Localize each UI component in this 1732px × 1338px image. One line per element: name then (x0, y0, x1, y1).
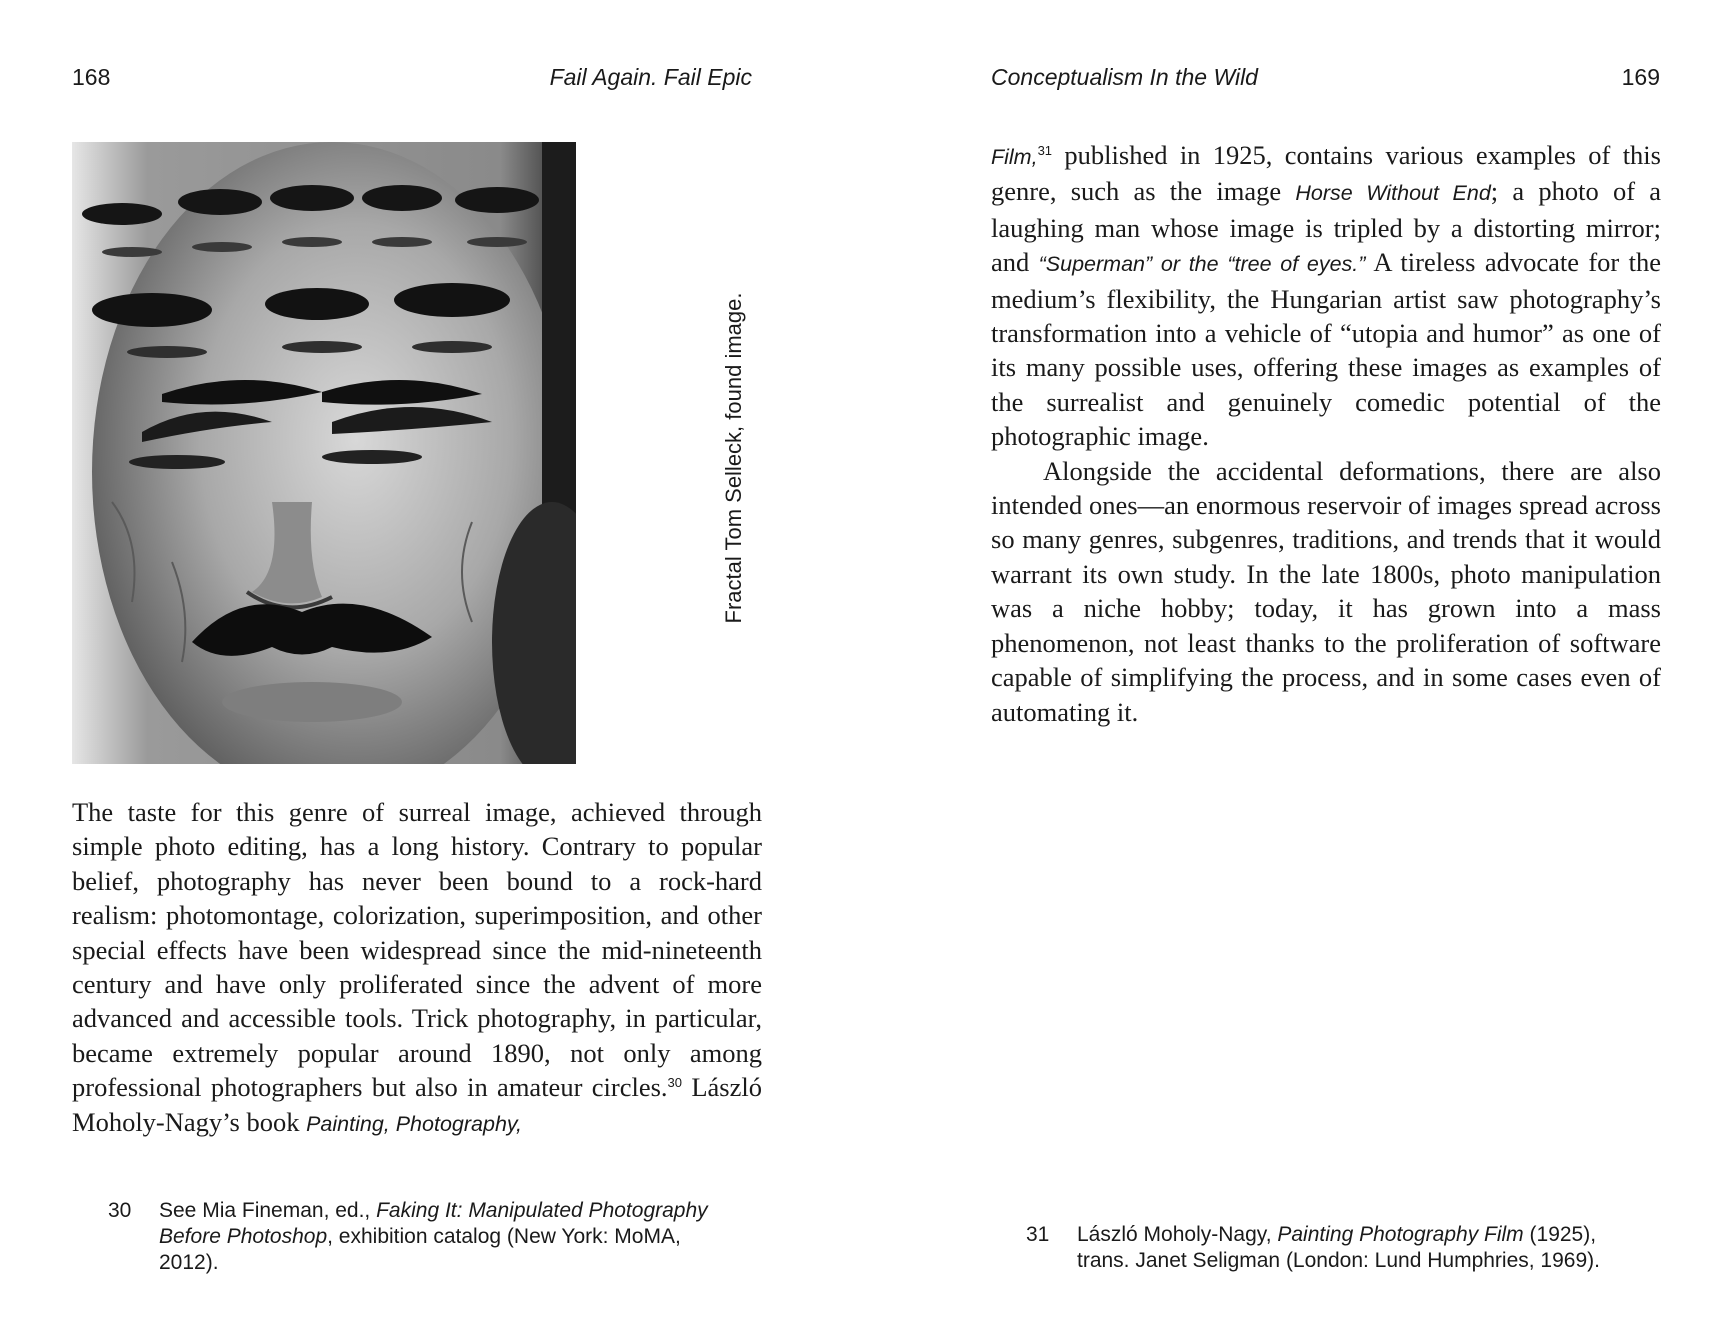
fractal-portrait-image (72, 142, 576, 764)
footnote-suffix: , exhibition catalog (New York: MoMA, (327, 1225, 681, 1248)
right-paragraph-text-2: ; a photo of a laughing man whose image is tripled by a distorting mirror; and (991, 176, 1661, 278)
footnote-line-3: 2012). (159, 1251, 219, 1274)
left-paragraph (72, 795, 762, 1141)
footnote-number: 30 (108, 1199, 132, 1222)
right-running-title: Conceptualism In the Wild (991, 64, 1258, 90)
footnote-text (1077, 1222, 1600, 1274)
right-page (866, 0, 1732, 1338)
book-title-inline: Painting, Photography, (306, 1111, 523, 1136)
right-body-text (991, 138, 1661, 729)
right-paragraph-text-1: published in 1925, contains various examples of this genre, such as the image (991, 140, 1661, 207)
footnote-text (159, 1198, 708, 1276)
footnote-ref-30[interactable]: 30 (667, 1075, 682, 1091)
right-paragraph-1 (991, 138, 1661, 454)
footnote-ref-31[interactable]: 31 (1037, 143, 1053, 158)
horse-title: Horse Without End (1295, 181, 1491, 206)
left-paragraph-text-2: László Moholy-Nagy’s book (72, 1072, 762, 1137)
footnote-year: (1925), (1523, 1223, 1597, 1246)
footnote-number: 31 (1026, 1223, 1050, 1246)
footnote-line-2: trans. Janet Seligman (London: Lund Humphries, 1969). (1077, 1249, 1600, 1272)
left-page-number: 168 (72, 64, 111, 90)
superman-title: “Superman” or the “tree of eyes.” (1038, 252, 1366, 277)
film-word: Film, (991, 145, 1038, 169)
right-paragraph-text-3: A tireless advocate for the medium’s flexibility, the Hungarian artist saw photography’s transformation into a vehicle of “utopia and humor” as one of its many possible uses, offering these images as examples of the surrealist and genuinely comedic potential of the photographic image. (991, 247, 1661, 452)
footnote-prefix: See Mia Fineman, ed., (159, 1199, 377, 1222)
photo-collage-icon (72, 142, 576, 764)
footnote-line-1 (1077, 1222, 1600, 1248)
footnote-title-2: Before Photoshop (159, 1225, 328, 1248)
left-body-text (72, 795, 762, 1141)
footnote-title: Painting Photography Film (1277, 1223, 1524, 1246)
footnote-title-1: Faking It: Manipulated Photography (376, 1199, 708, 1222)
left-running-title: Fail Again. Fail Epic (549, 64, 752, 90)
right-paragraph-2: Alongside the accidental deformations, there are also intended ones—an enormous reservoir of images spread across so many genres, subgenres, traditions, and trends that it would warrant its own study. In the late 1800s, photo manipulation was a niche hobby; today, it has grown into a mass phenomenon, not least thanks to the proliferation of software capable of simplifying the process, and in some cases even of automating it. (991, 455, 1661, 727)
footnote-line-2 (159, 1224, 708, 1250)
footnote-line-1 (159, 1198, 708, 1224)
footnote-author: László Moholy-Nagy, (1077, 1223, 1278, 1246)
left-paragraph-text: The taste for this genre of surreal image, achieved through simple photo editing, has a long history. Contrary to popular belief, photography has never been bound to a rock-hard realism: photomontage, colorization, superimposition, and other special effects have been widespread since the mid-nineteenth century and have only proliferated since the advent of more advanced and accessible tools. Trick photography, in particular, became extremely popular around 1890, not only among professional photographers but also in amateur circles. (72, 797, 762, 1103)
right-page-number: 169 (1621, 64, 1660, 90)
figure-caption-text: Fractal Tom Selleck, found image. (721, 292, 746, 624)
